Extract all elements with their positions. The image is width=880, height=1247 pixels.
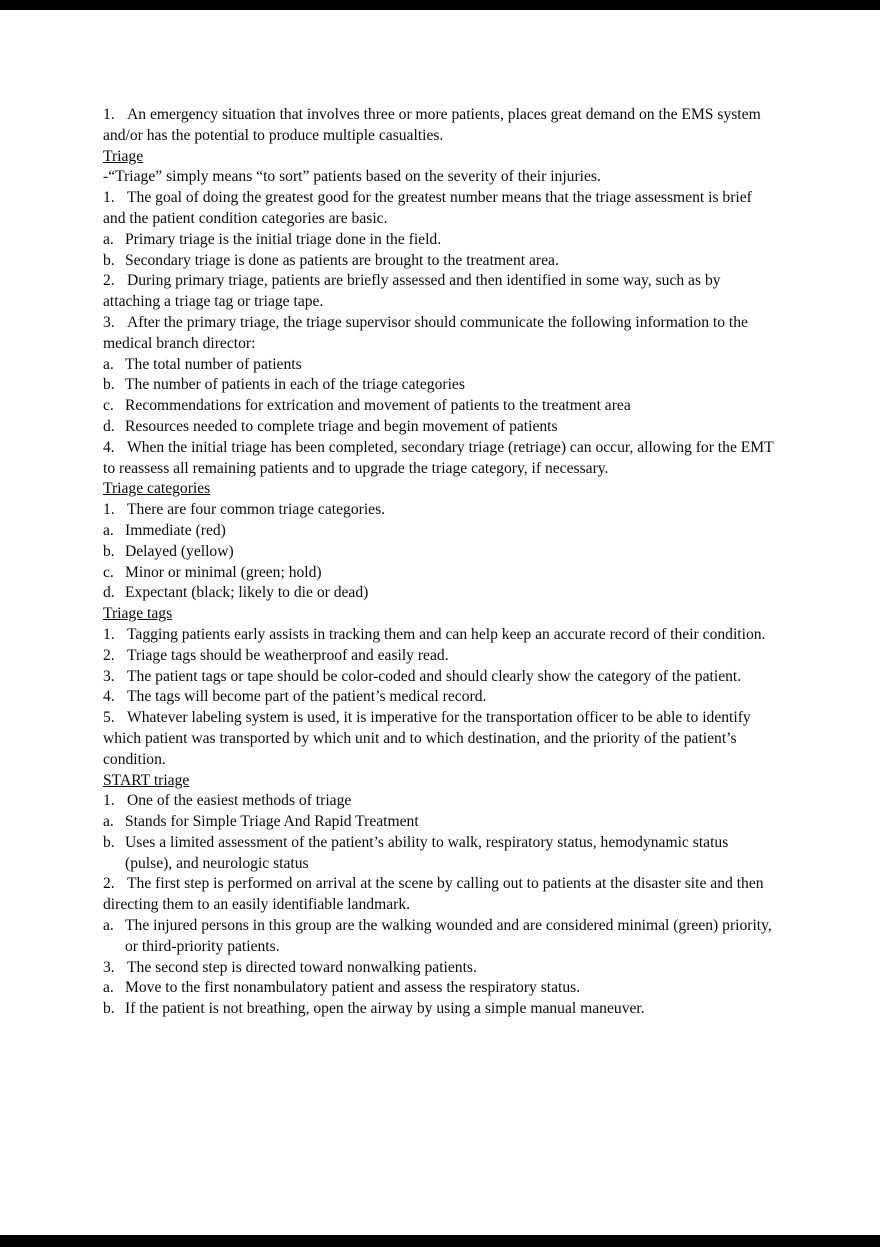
sub-list-item [103, 916, 777, 958]
item-text: Uses a limited assessment of the patient’s ability to walk, respiratory status, hemodynamic status (pulse), and neurologic status [125, 833, 729, 872]
item-text: Recommendations for extrication and movement of patients to the treatment area [125, 397, 631, 415]
sub-list-item [103, 563, 777, 584]
sub-list-item [103, 375, 777, 396]
item-text: If the patient is not breathing, open the airway by using a simple manual maneuver. [125, 1000, 645, 1018]
item-marker: 2. [103, 646, 115, 664]
item-text: The patient tags or tape should be color-coded and should clearly show the category of the patient. [127, 667, 742, 685]
item-marker: 1. [103, 106, 115, 123]
item-marker: d. [103, 584, 115, 602]
item-marker: 1. [103, 625, 115, 643]
sub-list-item [103, 355, 777, 376]
item-text: The second step is directed toward nonwalking patients. [127, 958, 477, 976]
item-text: Stands for Simple Triage And Rapid Treatment [125, 813, 419, 831]
list-item [103, 500, 777, 521]
item-text: The number of patients in each of the triage categories [125, 376, 465, 394]
item-text: The injured persons in this group are the walking wounded and are considered minimal (green) priority, or third-priority patients. [125, 917, 772, 955]
item-marker: a. [103, 979, 114, 997]
sub-list-item [103, 521, 777, 542]
item-marker: 2. [103, 875, 115, 893]
item-text: Delayed (yellow) [125, 542, 234, 560]
item-marker: 4. [103, 688, 115, 706]
list-item [103, 438, 777, 480]
item-marker: b. [103, 251, 115, 269]
heading-text: Triage tags [103, 605, 173, 623]
item-text: There are four common triage categories. [127, 501, 386, 519]
item-text: Move to the first nonambulatory patient and assess the respiratory status. [125, 979, 581, 997]
item-marker: 1. [103, 792, 115, 810]
heading-text: Triage [103, 147, 144, 165]
item-text: Resources needed to complete triage and begin movement of patients [125, 417, 558, 435]
item-text: The goal of doing the greatest good for the greatest number means that the triage assessment is brief and the patient condition categories are basic. [103, 189, 752, 227]
sub-list-item [103, 812, 777, 833]
item-marker: 5. [103, 709, 115, 727]
item-marker: 3. [103, 667, 115, 685]
item-marker: b. [103, 833, 115, 851]
item-marker: b. [103, 376, 115, 394]
item-text: The first step is performed on arrival at the scene by calling out to patients at the disaster site and then directing them to an easily identifiable landmark. [103, 875, 764, 914]
section-heading [103, 771, 777, 792]
sub-list-item [103, 251, 777, 272]
sub-list-item [103, 999, 777, 1020]
section-heading [103, 604, 777, 625]
list-item [103, 313, 777, 355]
list-item [103, 874, 777, 916]
section-heading [103, 147, 777, 168]
item-marker: b. [103, 1000, 115, 1018]
item-text: When the initial triage has been completed, secondary triage (retriage) can occur, allowing for the EMT to reassess all remaining patients and to upgrade the triage category, if necessary. [103, 438, 774, 477]
item-text: Secondary triage is done as patients are brought to the treatment area. [125, 251, 559, 269]
item-text: One of the easiest methods of triage [127, 792, 352, 810]
sub-list-item [103, 833, 777, 875]
list-item [103, 958, 777, 979]
item-text: Triage tags should be weatherproof and easily read. [127, 646, 449, 664]
paragraph [103, 167, 777, 188]
sub-list-item [103, 542, 777, 563]
item-marker: a. [103, 917, 114, 935]
list-item [103, 667, 777, 688]
item-text: Immediate (red) [125, 521, 226, 539]
item-text: Expectant (black; likely to die or dead) [125, 584, 369, 602]
item-text: Primary triage is the initial triage done in the field. [125, 230, 442, 248]
list-item [103, 271, 777, 313]
sub-list-item [103, 396, 777, 417]
item-marker: b. [103, 542, 115, 560]
list-item [103, 188, 777, 230]
item-marker: 2. [103, 272, 115, 290]
item-marker: c. [103, 563, 114, 581]
heading-text: Triage categories [103, 480, 211, 498]
list-item [103, 105, 777, 147]
item-marker: 1. [103, 189, 115, 207]
item-marker: a. [103, 521, 114, 539]
item-marker: a. [103, 355, 114, 373]
item-text: The total number of patients [125, 355, 302, 373]
list-item [103, 791, 777, 812]
list-item [103, 646, 777, 667]
sub-list-item [103, 230, 777, 251]
item-marker: 4. [103, 438, 115, 456]
item-text: The tags will become part of the patient’s medical record. [127, 688, 487, 706]
item-marker: 1. [103, 501, 115, 519]
list-item [103, 625, 777, 646]
item-text: -“Triage” simply means “to sort” patients based on the severity of their injuries. [103, 168, 601, 186]
item-marker: c. [103, 397, 114, 415]
sub-list-item [103, 583, 777, 604]
list-item [103, 687, 777, 708]
heading-text: START triage [103, 771, 190, 789]
item-text: Tagging patients early assists in tracking them and can help keep an accurate record of their condition. [127, 625, 766, 643]
item-text: An emergency situation that involves three or more patients, places great demand on the EMS system and/or has the potential to produce multiple casualties. [103, 106, 761, 144]
section-heading [103, 479, 777, 500]
item-marker: a. [103, 813, 114, 831]
item-marker: d. [103, 417, 115, 435]
item-text: Whatever labeling system is used, it is imperative for the transportation officer to be able to identify which patient was transported by which unit and to which destination, and the priority of the patient’s condition. [103, 709, 751, 768]
item-marker: a. [103, 230, 114, 248]
item-text: After the primary triage, the triage supervisor should communicate the following information to the medical branch director: [103, 313, 748, 352]
item-marker: 3. [103, 958, 115, 976]
list-item [103, 708, 777, 770]
item-text: Minor or minimal (green; hold) [125, 563, 322, 581]
document-page [0, 10, 880, 1235]
document-content [0, 10, 880, 1020]
sub-list-item [103, 417, 777, 438]
sub-list-item [103, 978, 777, 999]
item-marker: 3. [103, 313, 115, 331]
item-text: During primary triage, patients are briefly assessed and then identified in some way, such as by attaching a triage tag or triage tape. [103, 272, 721, 311]
